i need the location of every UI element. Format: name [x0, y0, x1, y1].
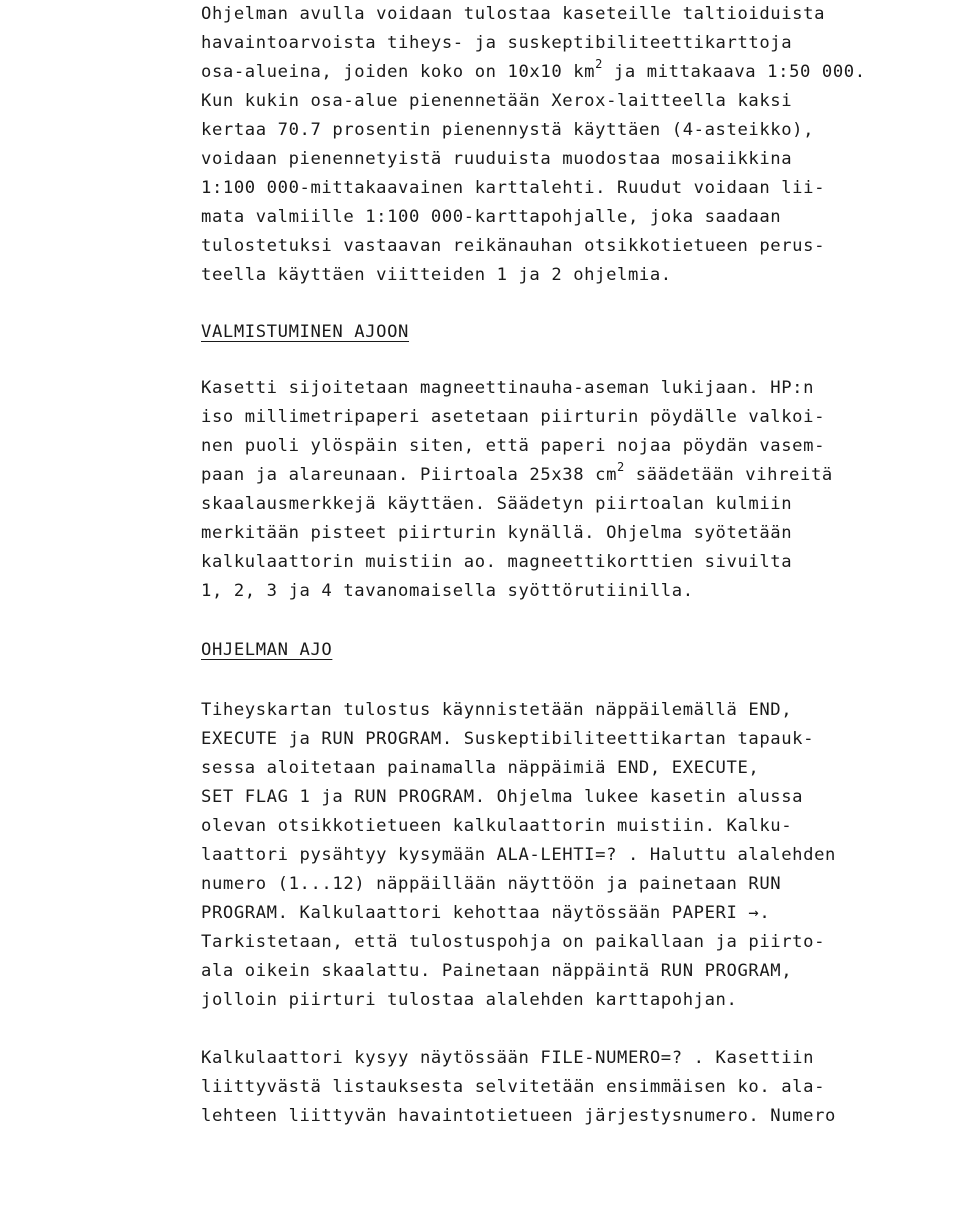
text-line: nen puoli ylöspäin siten, että paperi nojaa pöydän vasem-: [201, 436, 826, 456]
text-line: liittyvästä listauksesta selvitetään ensimmäisen ko. ala-: [201, 1077, 826, 1097]
text-line: merkitään pisteet piirturin kynällä. Ohjelma syötetään: [201, 523, 793, 543]
text-line: skaalausmerkkejä käyttäen. Säädetyn piirtoalan kulmiin: [201, 494, 793, 514]
text-line: Ohjelman avulla voidaan tulostaa kaseteille taltioiduista: [201, 4, 826, 24]
text-line: havaintoarvoista tiheys- ja suskeptibiliteettikarttoja: [201, 33, 793, 53]
text-line: Kun kukin osa-alue pienennetään Xerox-laitteella kaksi: [201, 91, 793, 111]
text-line: laattori pysähtyy kysymään ALA-LEHTI=? . Haluttu alalehden: [201, 845, 836, 865]
text-line: Kalkulaattori kysyy näytössään FILE-NUMERO=? . Kasettiin: [201, 1048, 815, 1068]
text-line: numero (1...12) näppäillään näyttöön ja painetaan RUN: [201, 874, 782, 894]
text-line: 1, 2, 3 ja 4 tavanomaisella syöttörutiinilla.: [201, 581, 694, 601]
text-segment: ja mittakaava 1:50 000.: [602, 62, 866, 82]
paragraph-program-run: [201, 696, 941, 1015]
text-line: ala oikein skaalattu. Painetaan näppäintä RUN PROGRAM,: [201, 961, 793, 981]
text-line: Tarkistetaan, että tulostuspohja on paikallaan ja piirto-: [201, 932, 826, 952]
text-line: Kasetti sijoitetaan magneettinauha-aseman lukijaan. HP:n: [201, 378, 815, 398]
text-line: [201, 58, 941, 87]
paragraph-file-number: [201, 1044, 941, 1131]
text-line: 1:100 000-mittakaavainen karttalehti. Ruudut voidaan lii-: [201, 178, 826, 198]
text-line: jolloin piirturi tulostaa alalehden karttapohjan.: [201, 990, 738, 1010]
text-line: iso millimetripaperi asetetaan piirturin pöydälle valkoi-: [201, 407, 826, 427]
text-line: kalkulaattorin muistiin ao. magneettikorttien sivuilta: [201, 552, 793, 572]
text-line: voidaan pienennetyistä ruuduista muodostaa mosaiikkina: [201, 149, 793, 169]
text-segment: säädetään vihreitä: [624, 465, 833, 485]
text-line: olevan otsikkotietueen kalkulaattorin muistiin. Kalku-: [201, 816, 793, 836]
superscript: 2: [617, 461, 625, 475]
text-segment: paan ja alareunaan. Piirtoala 25x38 cm: [201, 465, 618, 485]
text-line: [201, 461, 941, 490]
text-line: sessa aloitetaan painamalla näppäimiä END, EXECUTE,: [201, 758, 760, 778]
text-line: tulostetuksi vastaavan reikänauhan otsikkotietueen perus-: [201, 236, 826, 256]
text-line: Tiheyskartan tulostus käynnistetään näppäilemällä END,: [201, 700, 793, 720]
section-heading-preparation: VALMISTUMINEN AJOON: [201, 322, 410, 342]
text-line: SET FLAG 1 ja RUN PROGRAM. Ohjelma lukee kasetin alussa: [201, 787, 804, 807]
text-line: EXECUTE ja RUN PROGRAM. Suskeptibiliteettikartan tapauk-: [201, 729, 815, 749]
text-line: teella käyttäen viitteiden 1 ja 2 ohjelmia.: [201, 265, 672, 285]
text-line: kertaa 70.7 prosentin pienennystä käyttäen (4-asteikko),: [201, 120, 815, 140]
text-line: PROGRAM. Kalkulaattori kehottaa näytössään PAPERI →.: [201, 903, 771, 923]
paragraph-intro: [201, 0, 941, 290]
text-line: mata valmiille 1:100 000-karttapohjalle, joka saadaan: [201, 207, 782, 227]
text-line: lehteen liittyvän havaintotietueen järjestysnumero. Numero: [201, 1106, 836, 1126]
paragraph-preparation: [201, 374, 941, 606]
text-segment: osa-alueina, joiden koko on 10x10 km: [201, 62, 596, 82]
section-heading-program-run: OHJELMAN AJO: [201, 640, 333, 660]
superscript: 2: [595, 58, 603, 72]
